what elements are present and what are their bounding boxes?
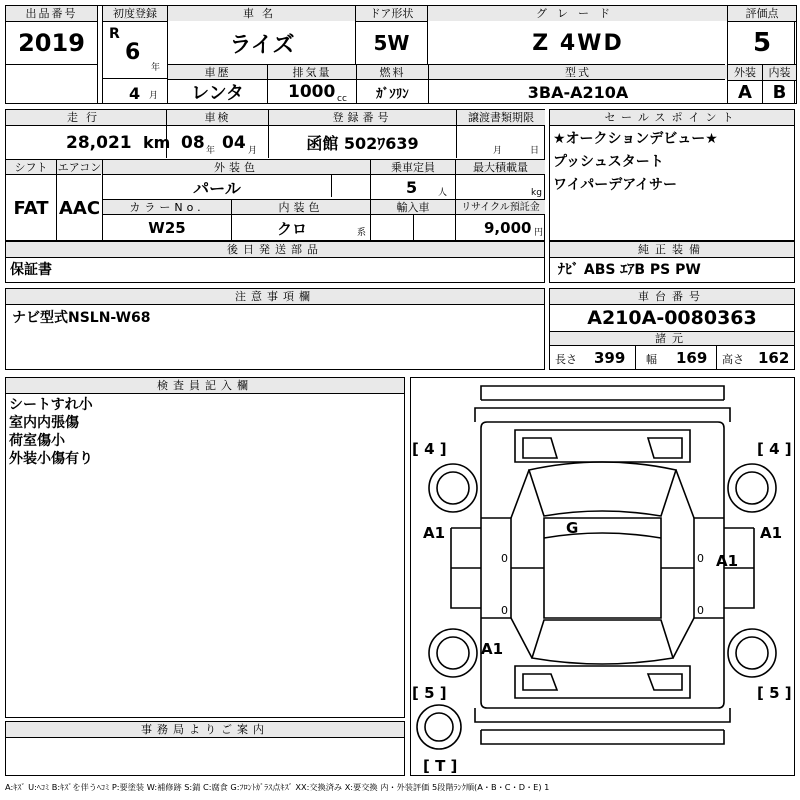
mileage-value: 28,021	[66, 132, 132, 153]
left-zero-mark: 0	[501, 552, 508, 565]
first-reg-era: R	[109, 26, 120, 42]
sales-point-2: プッシュスタート	[553, 154, 664, 170]
transfer-month-unit: 月	[493, 146, 503, 156]
color-label: 外装色	[103, 160, 370, 174]
right-front-damage-mark: A1	[760, 524, 783, 542]
chassis-value: A210A-0080363	[587, 307, 757, 329]
shift-label: シフト	[6, 160, 56, 174]
color-no-value: W25	[148, 219, 186, 237]
right-zero-mark: 0	[697, 552, 704, 565]
capacity-value: 5	[406, 177, 418, 197]
score-label: 評価点	[728, 6, 796, 21]
left-rear-damage-mark: A1	[481, 640, 504, 658]
width-value: 169	[676, 349, 708, 367]
doors-label: ドア形状	[356, 6, 427, 21]
inspector-note-3: 荷室傷小	[9, 433, 65, 449]
length-value: 399	[594, 349, 626, 367]
capacity-unit: 人	[438, 188, 448, 198]
caution-label: 注意事項欄	[6, 289, 544, 304]
inspection-label: 車検	[167, 110, 268, 125]
length-label: 長さ	[555, 353, 577, 366]
fuel-label: 燃料	[357, 65, 428, 79]
ac-value: AAC	[58, 197, 101, 219]
plate-value: 函館 502ﾜ639	[306, 134, 419, 153]
import-label: 輸入車	[371, 200, 455, 214]
info-grid	[5, 109, 545, 241]
mileage-label: 走行	[6, 110, 166, 125]
car-name-label: 車名	[168, 6, 356, 21]
car-diagram	[410, 377, 795, 776]
equipment-value: ﾅﾋﾞ ABS ｴｱB PS PW	[558, 262, 701, 278]
history-value: レンタ	[191, 83, 244, 104]
width-label: 幅	[646, 353, 657, 366]
rear-left-tire-mark: [ 5 ]	[412, 684, 447, 702]
score-value: 5	[752, 28, 772, 58]
mileage-unit: km	[143, 133, 171, 152]
inspection-year-unit: 年	[206, 146, 216, 156]
grade-label: グレード	[428, 6, 728, 21]
ac-label: エアコン	[57, 161, 102, 174]
displacement-value: 1000	[288, 82, 336, 102]
interior-color-unit: 系	[357, 228, 367, 238]
shift-value: FAT	[13, 197, 49, 219]
transfer-label: 譲渡書類期限	[457, 110, 545, 125]
left-front-damage-mark: A1	[423, 524, 446, 542]
sales-point-1: ★オークションデビュー★	[553, 131, 718, 147]
office-box	[5, 721, 405, 776]
right-door-damage-mark: A1	[716, 552, 739, 570]
displacement-label: 排気量	[268, 65, 356, 79]
inspector-note-1: シートすれ小	[9, 397, 93, 413]
capacity-label: 乗車定員	[371, 160, 455, 174]
front-left-tire-mark: [ 4 ]	[412, 440, 447, 458]
chassis-box	[549, 288, 795, 370]
color-no-label: カラーNo.	[103, 200, 231, 214]
interior-color-label: 内装色	[232, 200, 370, 214]
inspection-month: 04	[222, 132, 246, 153]
rear-right-tire-mark: [ 5 ]	[757, 684, 792, 702]
later-parts-value: 保証書	[10, 262, 52, 278]
equipment-label: 純正装備	[550, 242, 794, 257]
inspector-note-2: 室内内張傷	[9, 415, 79, 431]
front-right-tire-mark: [ 4 ]	[757, 440, 792, 458]
right-rear-zero-mark: 0	[697, 604, 704, 617]
doors-value: 5W	[373, 31, 410, 55]
lot-number-cell	[5, 5, 98, 104]
left-rear-zero-mark: 0	[501, 604, 508, 617]
first-reg-year-unit: 年	[151, 63, 161, 73]
caution-value: ナビ型式NSLN-W68	[12, 310, 151, 326]
car-outline	[411, 378, 794, 775]
score-cell	[727, 5, 797, 104]
inspector-box	[5, 377, 405, 718]
transfer-day-unit: 日	[530, 146, 540, 156]
exterior-grade: A	[738, 81, 752, 103]
plate-label: 登録番号	[269, 110, 456, 125]
inspection-month-unit: 月	[248, 146, 258, 156]
specs-label: 諸元	[550, 332, 794, 345]
header-sheet	[5, 5, 795, 104]
inspection-year: 08	[181, 132, 205, 153]
height-value: 162	[758, 349, 790, 367]
displacement-unit: cc	[337, 94, 347, 104]
inspector-note-4: 外装小傷有り	[9, 451, 93, 467]
caution-box	[5, 288, 545, 370]
recycle-label: リサイクル預託金	[456, 200, 545, 214]
later-parts-box	[5, 241, 545, 283]
first-reg-month: 4	[129, 84, 141, 103]
equipment-box	[549, 241, 795, 283]
color-value: パール	[193, 178, 241, 198]
sales-points-box	[549, 109, 795, 241]
interior-color-value: クロ	[276, 219, 307, 238]
glass-damage-mark: G	[566, 519, 579, 537]
inspector-label: 検査員記入欄	[6, 378, 404, 393]
lot-number: 2019	[18, 29, 85, 57]
later-parts-label: 後日発送部品	[6, 242, 544, 257]
interior-grade: B	[772, 81, 787, 103]
first-registration-cell	[102, 5, 168, 104]
legend: A:ｷｽﾞ U:ﾍｺﾐ B:ｷｽﾞを伴うﾍｺﾐ P:要塗装 W:補修跡 S:錆 C:腐食 G:ﾌﾛﾝﾄｶﾞﾗｽ点ｷｽﾞ XX:交換済み X:要交換 内・外装評価 5段階ﾗﾝｸ順(A・B・C・D・E) 1	[5, 782, 550, 792]
car-name: ライズ	[229, 32, 295, 58]
spare-tire-mark: [ T ]	[423, 757, 458, 775]
first-reg-month-unit: 月	[149, 91, 159, 101]
fuel-value: ｶﾞｿﾘﾝ	[376, 86, 409, 102]
recycle-value: 9,000	[484, 219, 532, 237]
max-load-unit: kg	[531, 188, 542, 198]
office-label: 事務局よりご案内	[6, 722, 404, 737]
sales-point-3: ワイパーデアイサー	[553, 177, 678, 193]
recycle-unit: 円	[534, 228, 544, 238]
first-registration-label: 初度登録	[103, 6, 167, 21]
model-value: 3BA-A210A	[527, 82, 629, 102]
model-label: 型式	[429, 65, 727, 79]
doors-cell	[355, 5, 428, 65]
height-label: 高さ	[722, 353, 744, 366]
history-label: 車歴	[168, 65, 267, 79]
first-reg-year: 6	[125, 40, 141, 65]
exterior-grade-label: 外装	[728, 65, 762, 80]
interior-grade-label: 内装	[763, 65, 796, 80]
chassis-label: 車台番号	[550, 289, 794, 304]
lot-number-label: 出品番号	[6, 6, 97, 21]
grade-value: Z 4WD	[532, 30, 624, 56]
max-load-label: 最大積載量	[456, 160, 545, 174]
sales-points-label: セールスポイント	[550, 110, 794, 125]
